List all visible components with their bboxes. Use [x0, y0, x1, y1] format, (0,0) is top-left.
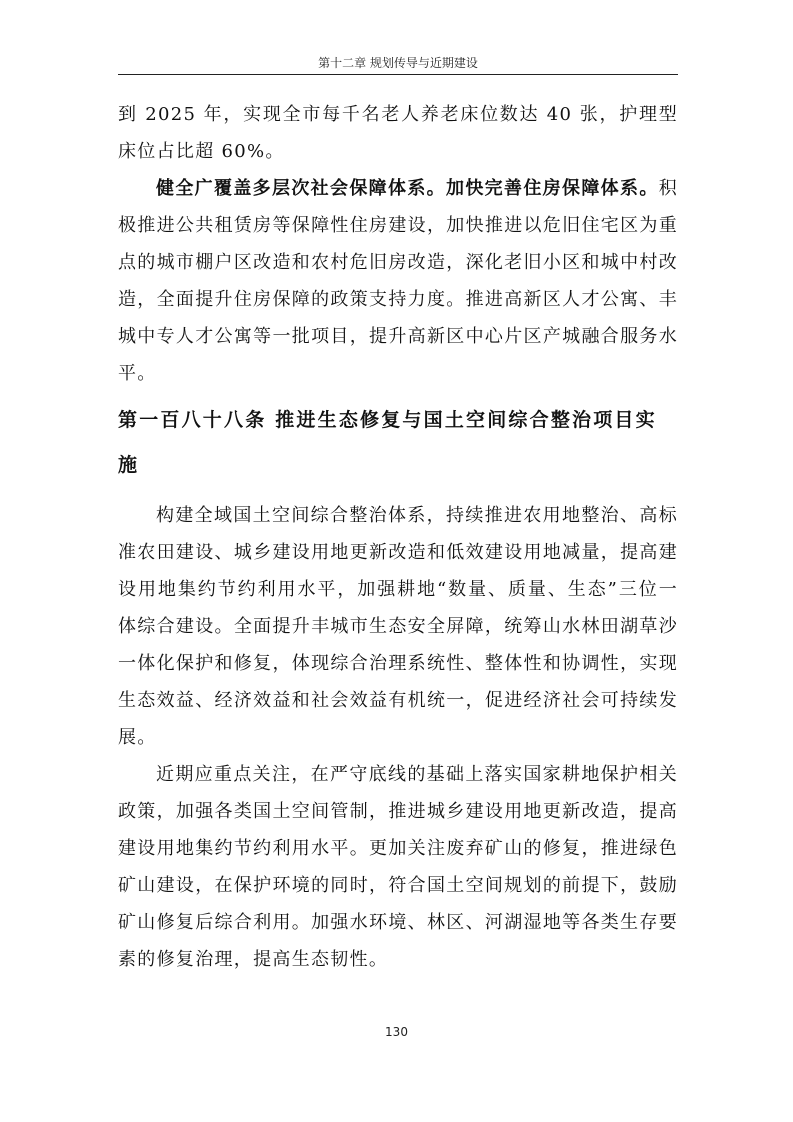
page-body	[118, 96, 678, 978]
section-heading: 第一百八十八条 推进生态修复与国土空间综合整治项目实施	[118, 409, 657, 476]
paragraph-housing-body: 积极推进公共租赁房等保障性住房建设，加快推进以危旧住宅区为重点的城市棚户区改造和农村危旧房改造，深化老旧小区和城中村改造，全面提升住房保障的政策支持力度。推进高新区人才公寓、丰城中专人才公寓等一批项目，提升高新区中心片区产城融合服务水平。	[118, 178, 678, 384]
paragraph-eldercare-target: 到 2025 年，实现全市每千名老人养老床位数达 40 张，护理型床位占比超 60%。	[118, 104, 678, 162]
paragraph-land-consolidation: 构建全域国土空间综合整治体系，持续推进农用地整治、高标准农田建设、城乡建设用地更新改造和低效建设用地减量，提高建设用地集约节约利用水平，加强耕地“数量、质量、生态”三位一体综合建设。全面提升丰城市生态安全屏障，统筹山水林田湖草沙一体化保护和修复，体现综合治理系统性、整体性和协调性，实现生态效益、经济效益和社会效益有机统一，促进经济社会可持续发展。	[118, 505, 678, 748]
paragraph-lead-bold: 健全广覆盖多层次社会保障体系。加快完善住房保障体系。	[156, 178, 659, 199]
paragraph-social-security	[118, 170, 678, 392]
header-divider	[118, 74, 678, 75]
page-number: 130	[385, 1025, 408, 1039]
paragraph-near-term-focus: 近期应重点关注，在严守底线的基础上落实国家耕地保护相关政策，加强各类国土空间管制，推进城乡建设用地更新改造，提高建设用地集约节约利用水平。更加关注废弃矿山的修复，推进绿色矿山建设，在保护环境的同时，符合国土空间规划的前提下，鼓励矿山修复后综合利用。加强水环境、林区、河湖湿地等各类生存要素的修复治理，提高生态韧性。	[118, 764, 678, 970]
running-header: 第十二章 规划传导与近期建设	[318, 56, 478, 70]
spacer	[118, 488, 678, 497]
